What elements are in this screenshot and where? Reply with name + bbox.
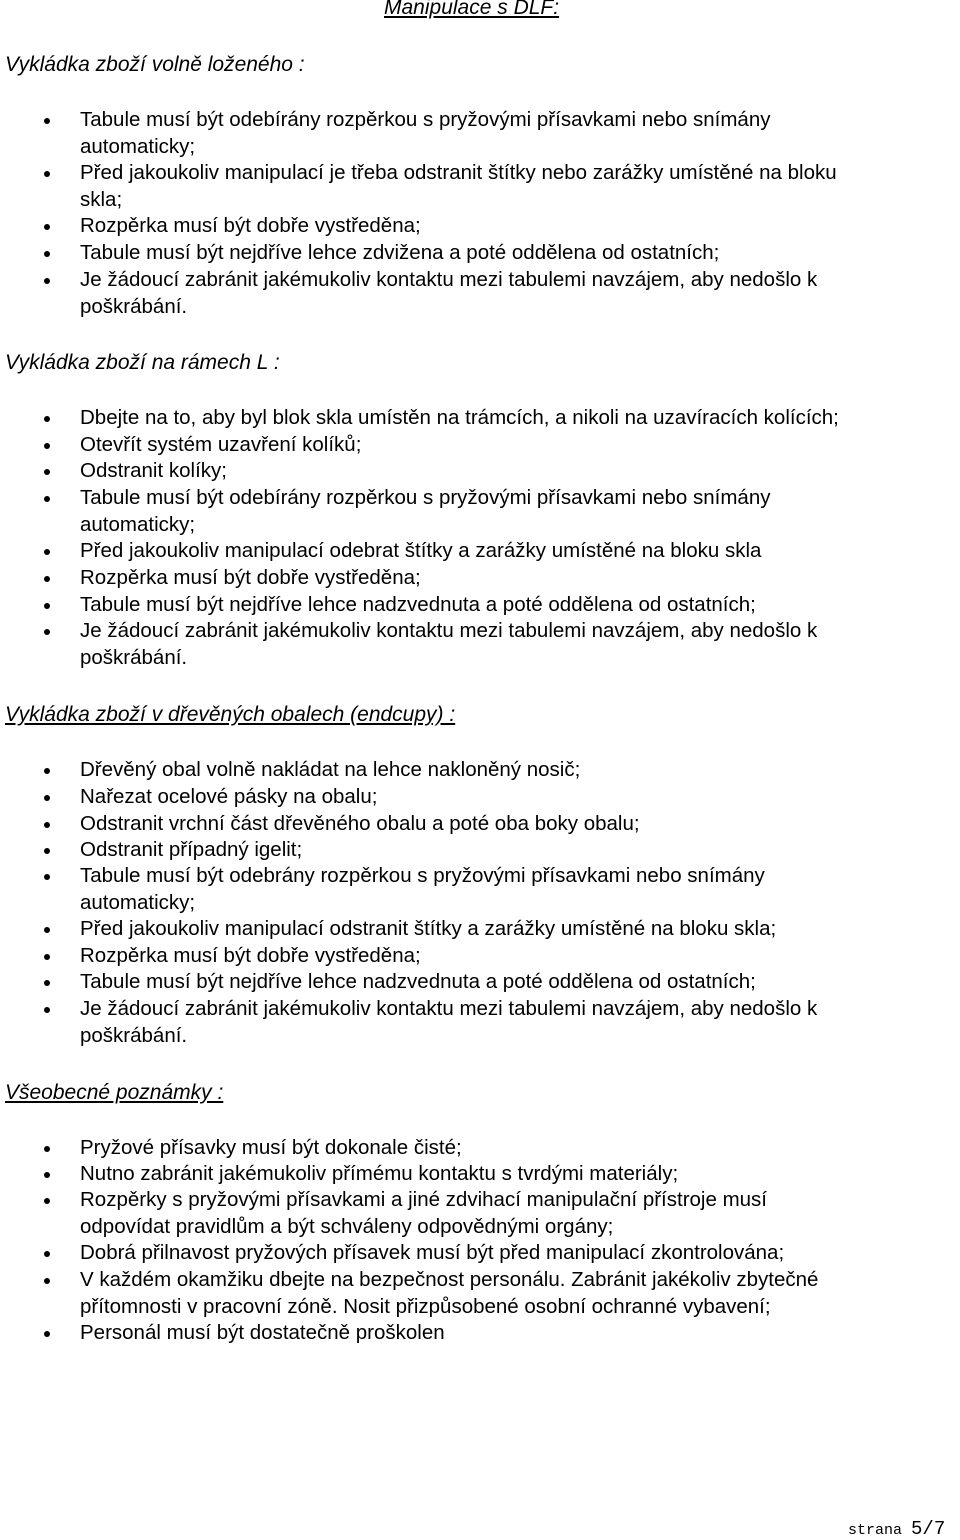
section-heading-wooden: Vykládka zboží v dřevěných obalech (endcupy) : — [5, 703, 456, 726]
bullet-icon — [44, 549, 50, 555]
list-item: Dbejte na to, aby byl blok skla umístěn na trámcích, a nikoli na uzavíracích kolících; — [80, 405, 940, 432]
list-item: Odstranit vrchní část dřevěného obalu a poté oba boky obalu; — [80, 811, 940, 838]
page-title: Manipulace s DLF: — [384, 0, 560, 19]
section-heading-frames: Vykládka zboží na rámech L : — [5, 351, 280, 374]
bullet-icon — [44, 768, 50, 774]
bullet-icon — [44, 469, 50, 475]
list-item: Je žádoucí zabránit jakémukoliv kontaktu mezi tabulemi navzájem, aby nedošlo k poškrábání. — [80, 996, 940, 1049]
list-item: V každém okamžiku dbejte na bezpečnost personálu. Zabránit jakékoliv zbytečné přítomnosti v pracovní zóně. Nosit přizpůsobené osobní ochranné vybavení; — [80, 1267, 940, 1320]
bullet-icon — [44, 1007, 50, 1013]
bullet-icon — [44, 954, 50, 960]
list-item: Rozpěrka musí být dobře vystředěna; — [80, 943, 940, 970]
list-item: Před jakoukoliv manipulací odebrat štítky a zarážky umístěné na bloku skla — [80, 538, 940, 565]
bullet-icon — [44, 1146, 50, 1152]
list-item: Tabule musí být nejdříve lehce nadzvednuta a poté oddělena od ostatních; — [80, 592, 940, 619]
bullet-icon — [44, 1251, 50, 1257]
list-item: Nařezat ocelové pásky na obalu; — [80, 784, 940, 811]
bullet-icon — [44, 629, 50, 635]
bullet-icon — [44, 1198, 50, 1204]
bullet-icon — [44, 496, 50, 502]
page-label: strana — [848, 1522, 903, 1539]
list-item: Tabule musí být odebrány rozpěrkou s pryžovými přísavkami nebo snímány automaticky; — [80, 863, 940, 916]
list-item: Rozpěrky s pryžovými přísavkami a jiné zdvihací manipulační přístroje musí odpovídat pravidlům a být schváleny odpovědnými orgány; — [80, 1187, 940, 1240]
list-item: Pryžové přísavky musí být dokonale čisté; — [80, 1135, 940, 1162]
list-item: Je žádoucí zabránit jakémukoliv kontaktu mezi tabulemi navzájem, aby nedošlo k poškrábání. — [80, 618, 940, 671]
bullet-icon — [44, 118, 50, 124]
bullet-icon — [44, 1331, 50, 1337]
page-number: 5/7 — [911, 1518, 946, 1540]
bullet-icon — [44, 980, 50, 986]
list-item: Je žádoucí zabránit jakémukoliv kontaktu mezi tabulemi navzájem, aby nedošlo k poškrábání. — [80, 267, 940, 320]
bullet-icon — [44, 251, 50, 257]
bullet-icon — [44, 576, 50, 582]
bullet-icon — [44, 443, 50, 449]
list-item: Před jakoukoliv manipulací odstranit štítky a zarážky umístěné na bloku skla; — [80, 916, 940, 943]
section-heading-general: Všeobecné poznámky : — [5, 1081, 224, 1104]
bullet-icon — [44, 224, 50, 230]
list-item: Tabule musí být nejdříve lehce zdvižena a poté oddělena od ostatních; — [80, 240, 940, 267]
bullet-icon — [44, 874, 50, 880]
list-item: Nutno zabránit jakémukoliv přímému kontaktu s tvrdými materiály; — [80, 1161, 940, 1188]
list-item: Dřevěný obal volně nakládat na lehce nakloněný nosič; — [80, 757, 940, 784]
bullet-icon — [44, 795, 50, 801]
list-item: Tabule musí být odebírány rozpěrkou s pryžovými přísavkami nebo snímány automaticky; — [80, 107, 940, 160]
list-item: Tabule musí být nejdříve lehce nadzvednuta a poté oddělena od ostatních; — [80, 969, 940, 996]
section-heading-loose: Vykládka zboží volně loženého : — [5, 53, 305, 76]
bullet-icon — [44, 278, 50, 284]
bullet-icon — [44, 927, 50, 933]
list-item: Otevřít systém uzavření kolíků; — [80, 432, 940, 459]
list-item: Rozpěrka musí být dobře vystředěna; — [80, 213, 940, 240]
list-item: Odstranit případný igelit; — [80, 837, 940, 864]
list-item: Tabule musí být odebírány rozpěrkou s pryžovými přísavkami nebo snímány automaticky; — [80, 485, 940, 538]
bullet-icon — [44, 822, 50, 828]
bullet-icon — [44, 603, 50, 609]
list-item: Dobrá přilnavost pryžových přísavek musí být před manipulací zkontrolována; — [80, 1240, 940, 1267]
bullet-icon — [44, 171, 50, 177]
list-item: Personál musí být dostatečně proškolen — [80, 1320, 940, 1347]
bullet-icon — [44, 1278, 50, 1284]
list-item: Před jakoukoliv manipulací je třeba odstranit štítky nebo zarážky umístěné na bloku skla; — [80, 160, 940, 213]
bullet-icon — [44, 416, 50, 422]
bullet-icon — [44, 1172, 50, 1178]
list-item: Rozpěrka musí být dobře vystředěna; — [80, 565, 940, 592]
bullet-icon — [44, 848, 50, 854]
list-item: Odstranit kolíky; — [80, 458, 940, 485]
